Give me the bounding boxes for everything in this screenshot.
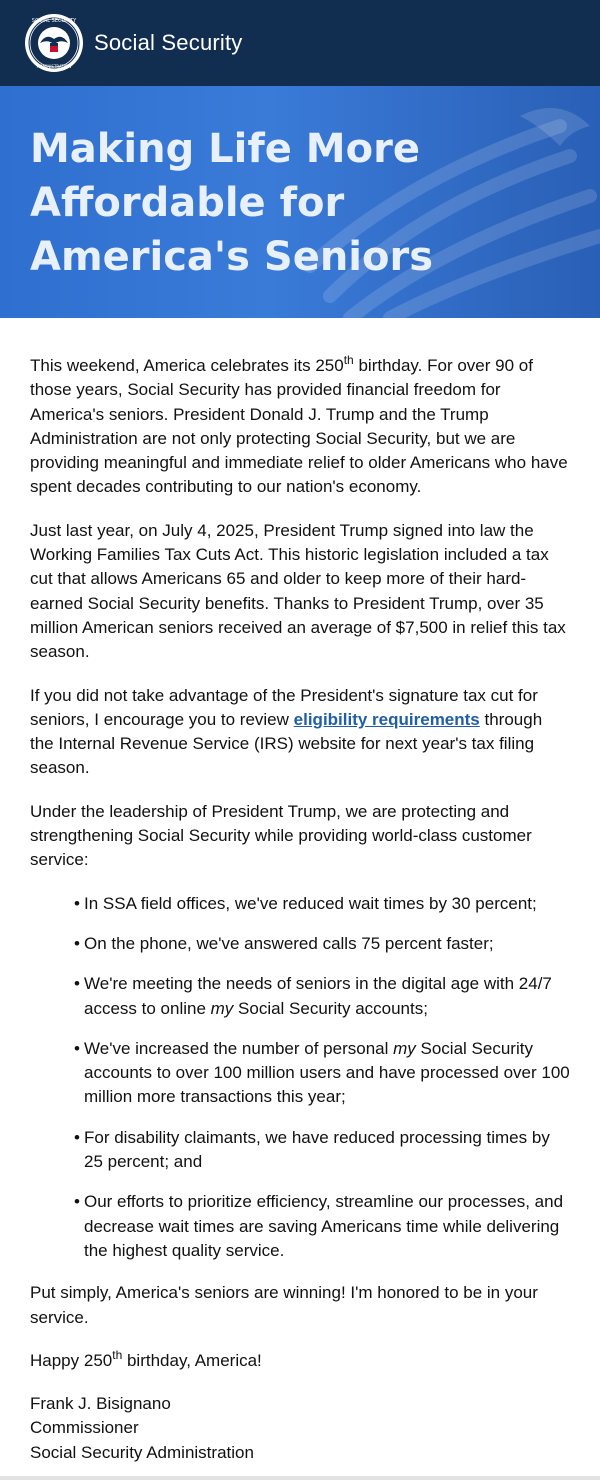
bullet-icon: • [74, 974, 80, 994]
list-item: • We've increased the number of personal my Social Security accounts to over 100 million users and have processed over 100 million more transactions this year; [74, 1038, 570, 1107]
bullet-icon: • [74, 933, 80, 953]
signature-block [30, 1392, 570, 1465]
bullet-icon: • [74, 1127, 80, 1147]
ssa-seal-logo[interactable] [24, 13, 84, 73]
signature-organization: Social Security Administration [30, 1442, 254, 1462]
list-item: • On the phone, we've answered calls 75 percent faster; [30, 932, 570, 956]
list-item: • Our efforts to prioritize efficiency, streamline our processes, and decrease wait times are saving Americans time while delivering the highest quality service. [74, 1192, 564, 1260]
paragraph-closing: Put simply, America's seniors are winning! I'm honored to be in your service. [30, 1283, 538, 1327]
paragraph-intro: This weekend, America celebrates its 250th birthday. For over 90 of those years, Social Security has provided financial freedom for America's seniors. President Donald J. Trump and the Trump Administration are not only protecting Social Security, but we are providing meaningful and immediate relief to older Americans who have spent decades contributing to our nation's economy. [30, 353, 568, 497]
bullet-icon: • [74, 893, 80, 913]
paragraph-eligibility: If you did not take advantage of the President's signature tax cut for seniors, I encourage you to review eligibility requirements through the Internal Revenue Service (IRS) website for next year's tax filing season. [30, 685, 543, 778]
site-brand-name[interactable]: Social Security [94, 30, 243, 55]
signature-title: Commissioner [30, 1418, 139, 1438]
list-item: • In SSA field offices, we've reduced wait times by 30 percent; [30, 892, 570, 916]
page-title: Making Life More Affordable for America's Seniors [30, 126, 434, 280]
svg-text:SOCIAL SECURITY: SOCIAL SECURITY [31, 18, 77, 24]
paragraph-birthday: Happy 250th birthday, America! [30, 1347, 262, 1370]
svg-text:ADMINISTRATION: ADMINISTRATION [36, 64, 72, 69]
signature-name: Frank J. Bisignano [30, 1394, 171, 1414]
list-item: • For disability claimants, we have reduced processing times by 25 percent; and [74, 1127, 550, 1172]
article-body [0, 318, 600, 1465]
paragraph-tax-law: Just last year, on July 4, 2025, President Trump signed into law the Working Families Tax Cuts Act. This historic legislation included a tax cut that allows Americans 65 and older to keep more of their hard-earned Social Security benefits. Thanks to President Trump, over 35 million American seniors received an average of $7,500 in relief this tax season. [30, 520, 566, 662]
bullet-icon: • [74, 1192, 80, 1212]
hero-banner [0, 86, 600, 318]
list-item: • We're meeting the needs of seniors in the digital age with 24/7 access to online my Social Security accounts; [74, 974, 552, 1018]
bullet-icon: • [74, 1038, 80, 1058]
eligibility-requirements-link[interactable]: eligibility requirements [293, 709, 480, 729]
achievements-list [30, 892, 570, 1264]
site-header [0, 0, 600, 86]
footer-divider [0, 1476, 600, 1480]
paragraph-leadership: Under the leadership of President Trump, we are protecting and strengthening Social Security while providing world-class customer service: [30, 801, 532, 870]
